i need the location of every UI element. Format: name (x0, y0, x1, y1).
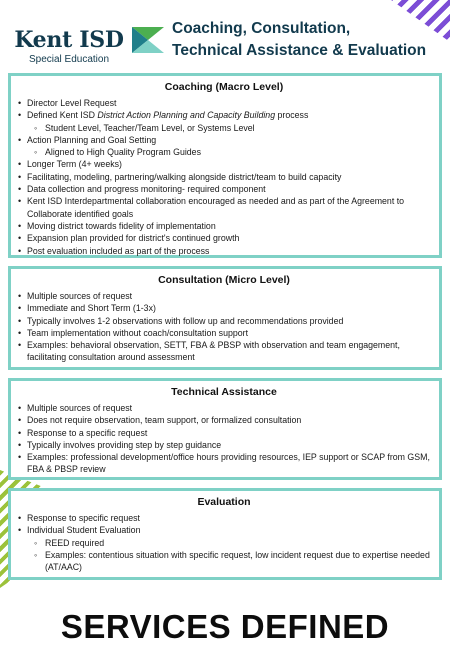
section-title: Coaching (Macro Level) (164, 81, 284, 93)
list-item: • Examples: professional development/office hours providing resources, IEP support or SCAP from GSM, FBA & PBSP review (17, 451, 431, 476)
list-item-text: Defined Kent ISD (27, 110, 98, 121)
consultation-section (8, 266, 442, 370)
list-item: • Moving district towards fidelity of implementation (17, 220, 431, 232)
list-item-emphasis: District Action Planning and Capacity Building (97, 110, 276, 121)
list-item: • Typically involves 1-2 observations with follow up and recommendations provided (17, 315, 431, 327)
document-title (172, 18, 426, 62)
list-item: • Expansion plan provided for district's continued growth (17, 232, 431, 244)
list-item: • Does not require observation, team support, or formalized consultation (17, 414, 431, 426)
list-item: • Kent ISD Interdepartmental collaboration encouraged as needed and as part of the Agreement to Collaborate identified goals (17, 195, 431, 220)
list-item: • Action Planning and Goal Setting (17, 134, 431, 146)
sub-list-item: ◦ Aligned to High Quality Program Guides (17, 146, 431, 158)
sub-list-item: ◦ REED required (17, 537, 431, 549)
list-item (17, 109, 431, 121)
list-item: • Data collection and progress monitoring- required component (17, 183, 431, 195)
section-title: Evaluation (197, 496, 251, 508)
bullet-list (17, 512, 431, 573)
brand-subtitle: Special Education (28, 54, 110, 65)
list-item: • Typically involves providing step by step guidance (17, 439, 431, 451)
kent-isd-logo-icon (132, 27, 164, 53)
bullet-list (17, 97, 431, 257)
title-line-1: Coaching, Consultation, (172, 20, 351, 37)
evaluation-section (8, 488, 442, 580)
list-item: • Individual Student Evaluation (17, 524, 431, 536)
list-item: • Multiple sources of request (17, 290, 431, 302)
technical-assistance-section (8, 378, 442, 480)
list-item-text: process (275, 110, 309, 121)
coaching-section (8, 73, 442, 258)
brand-name: Kent ISD (14, 27, 124, 53)
title-line-2: Technical Assistance & Evaluation (172, 42, 427, 59)
section-title: Technical Assistance (171, 386, 277, 398)
list-item: • Response to a specific request (17, 427, 431, 439)
list-item: • Director Level Request (17, 97, 431, 109)
list-item: • Longer Term (4+ weeks) (17, 158, 431, 170)
list-item: • Post evaluation included as part of the process (17, 245, 431, 257)
page-header (8, 20, 442, 68)
footer-title: SERVICES DEFINED (60, 608, 390, 645)
section-title: Consultation (Micro Level) (158, 274, 290, 286)
list-item: • Examples: behavioral observation, SETT, FBA & PBSP with observation and team engagement, facilitating consultation around assessment (17, 339, 431, 364)
list-item: • Immediate and Short Term (1-3x) (17, 302, 431, 314)
list-item: • Response to specific request (17, 512, 431, 524)
sub-list-item: ◦ Examples: contentious situation with specific request, low incident request due to expertise needed (AT/AAC) (17, 549, 431, 574)
list-item: • Multiple sources of request (17, 402, 431, 414)
list-item: • Facilitating, modeling, partnering/walking alongside district/team to build capacity (17, 171, 431, 183)
bullet-list (17, 402, 431, 476)
bullet-list (17, 290, 431, 364)
list-item: • Team implementation without coach/consultation support (17, 327, 431, 339)
brand-block (8, 28, 130, 65)
sub-list-item: ◦ Student Level, Teacher/Team Level, or Systems Level (17, 122, 431, 134)
